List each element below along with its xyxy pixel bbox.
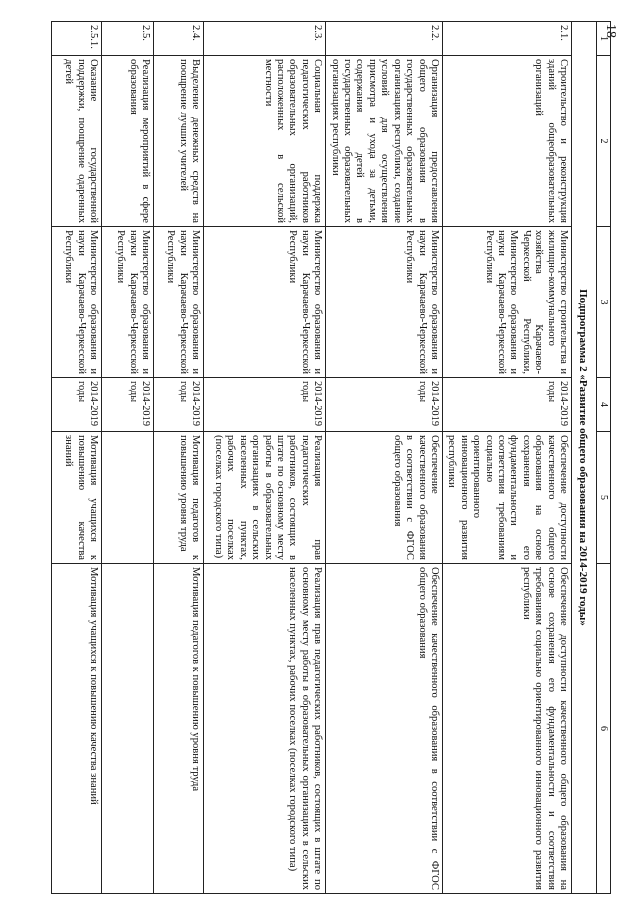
activity-name: Реализация мероприятий в сфере образования (102, 56, 154, 227)
page-number: 18 (603, 24, 618, 38)
table-row (102, 22, 154, 894)
executor: Министерство образования и науки Карачаево-Черкесской Республики (102, 227, 154, 378)
table-row (326, 22, 443, 894)
subprogram-heading-row (572, 22, 597, 894)
expected-result: Обеспечение качественного образования в соответствии с ФГОС общего образования (326, 432, 443, 564)
period: 2014-2019 годы (204, 378, 326, 432)
column-number-header (597, 22, 611, 894)
goal-link: Мотивация учащихся к повышению качества знаний (52, 564, 102, 894)
goal-link: Мотивация педагогов к повышению уровня труда (154, 564, 204, 894)
header-col-3: 3 (597, 227, 611, 378)
table-row (442, 22, 571, 894)
executor: Министерство образования и науки Карачаево-Черкесской Республики (204, 227, 326, 378)
expected-result: Обеспечение доступности качественного общего образования на основе сохранения его фундаментальности и соответствия требованиям социально ориентированного инновационного развития республики (442, 432, 571, 564)
row-number: 2.5.1. (52, 22, 102, 56)
row-number: 2.4. (154, 22, 204, 56)
row-number: 2.3. (204, 22, 326, 56)
period: 2014-2019 годы (326, 378, 443, 432)
goal-link (102, 564, 154, 894)
header-col-2: 2 (597, 56, 611, 227)
expected-result (102, 432, 154, 564)
expected-result: Мотивация учащихся к повышению качества знаний (52, 432, 102, 564)
period: 2014-2019 годы (52, 378, 102, 432)
period: 2014-2019 годы (154, 378, 204, 432)
expected-result: Мотивация педагогов к повышению уровня труда (154, 432, 204, 564)
activity-name: Выделение денежных средств на поощрение лучших учителей (154, 56, 204, 227)
table-row (52, 22, 102, 894)
executor: Министерство образования и науки Карачаево-Черкесской Республики (154, 227, 204, 378)
header-col-5: 5 (597, 432, 611, 564)
header-col-4: 4 (597, 378, 611, 432)
rotated-table-block (63, 21, 611, 893)
header-col-1: 1 (597, 22, 611, 56)
row-number: 2.1. (442, 22, 571, 56)
expected-result: Реализация прав педагогических работников, состоящих в штате по основному месту работы в образовательных организациях в сельских населенных пунктах, рабочих поселках (поселках городского типа) (204, 432, 326, 564)
period: 2014-2019 годы (442, 378, 571, 432)
executor: Министерство строительства и жилищно-коммунального хозяйства Карачаево-Черкесской Республики, Министерство образования и науки Карачаево-Черкесской Республики (442, 227, 571, 378)
header-col-6: 6 (597, 564, 611, 894)
goal-link: Обеспечение доступности качественного общего образования на основе сохранения его фундаментальности и соответствия требованиям социально ориентированного инновационного развития республики (442, 564, 571, 894)
executor: Министерство образования и науки Карачаево-Черкесской Республики (326, 227, 443, 378)
subprogram-title: Подпрограмма 2 «Развитие общего образования на 2014-2019 годы» (572, 22, 597, 894)
goal-link: Обеспечение качественного образования в соответствии с ФГОС общего образования (326, 564, 443, 894)
executor: Министерство образования и науки Карачаево-Черкесской Республики (52, 227, 102, 378)
goal-link: Реализация прав педагогических работников, состоящих в штате по основному месту работы в образовательных организациях в сельских населенных пунктах, рабочих поселках (поселках городского типа) (204, 564, 326, 894)
period: 2014-2019 годы (102, 378, 154, 432)
activity-name: Оказание государственной поддержки, поощрение одаренных детей (52, 56, 102, 227)
table-row (154, 22, 204, 894)
row-number: 2.2. (326, 22, 443, 56)
activity-name: Организация предоставления общего образования в государственных образовательных организациях республики, создание условий для осуществления присмотра и ухода за детьми, содержания детей в государственных образовательных организациях республики (326, 56, 443, 227)
row-number: 2.5. (102, 22, 154, 56)
program-activities-table (51, 21, 611, 894)
activity-name: Социальная поддержка педагогических работников образовательных организаций, расположенных в сельской местности (204, 56, 326, 227)
activity-name: Строительство и реконструкция зданий общеобразовательных организаций (442, 56, 571, 227)
table-row (204, 22, 326, 894)
